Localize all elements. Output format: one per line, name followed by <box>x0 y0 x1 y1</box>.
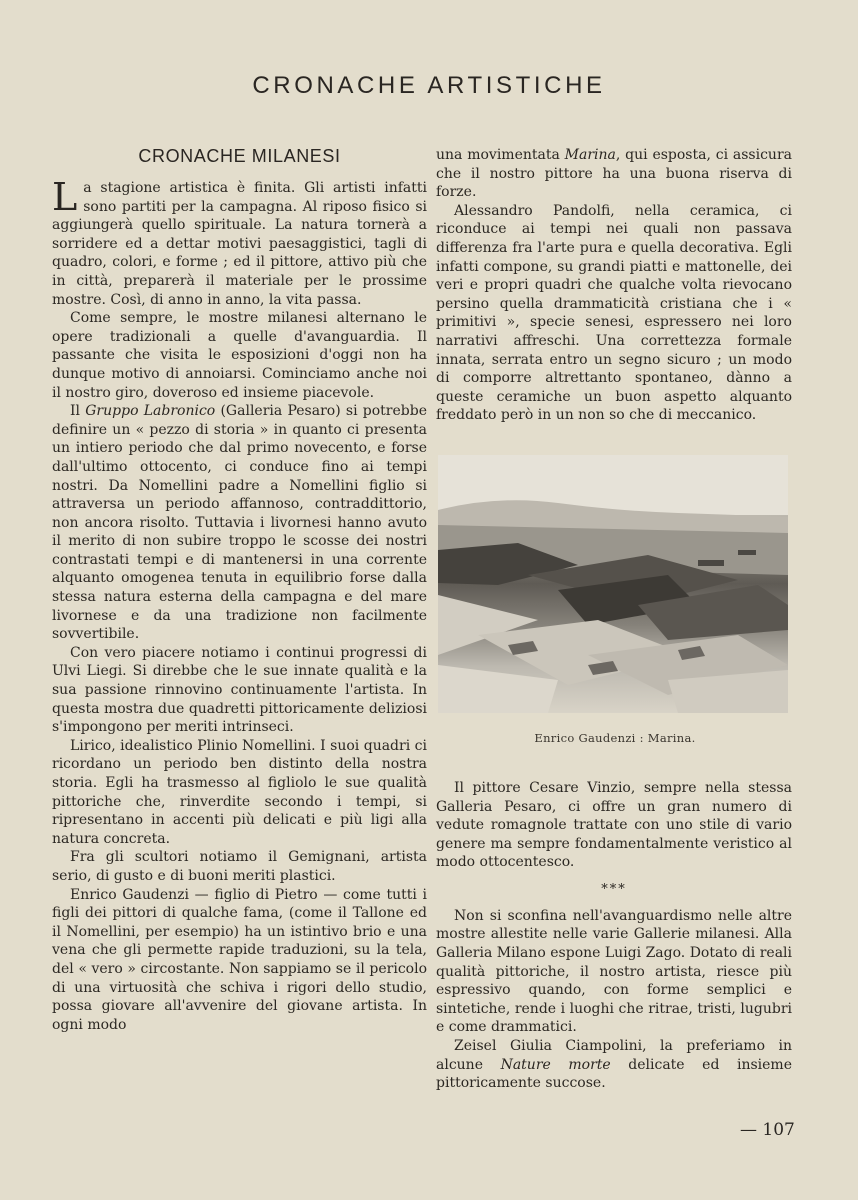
photo-caption: Enrico Gaudenzi : Marina. <box>534 730 696 745</box>
paragraph-pandolfi: Alessandro Pandolfi, nella ceramica, ci riconduce ai tempi nei quali non passava differenza fra l'arte pura e quella decorativa. Egli infatti compone, su grandi piatti e mattonelle, dei veri e propri quadri che qualche volta rievocano persino quella drammaticità cristiana che i « primitivi », specie senesi, espressero nei loro narrativi affreschi. Una correttezza formale innata, serrata entro un segno sicuro ; un modo di comporre altrettanto spontaneo, dànno a queste ceramiche un buon aspetto alquanto freddato però in un non so che di meccanico. <box>436 202 792 424</box>
text-run: una movimentata <box>436 147 565 163</box>
figure <box>438 455 792 745</box>
right-column-lower <box>436 779 792 1093</box>
paragraph-gemignani: Fra gli scultori notiamo il Gemignani, artista serio, di gusto e di buoni meriti plastici. <box>52 849 427 884</box>
paragraph-marina <box>436 146 792 202</box>
paragraph-intro <box>52 175 427 309</box>
text-run: Zeisel Giulia Ciampolini, la preferiamo in alcune <box>436 1038 792 1073</box>
text-run: , qui esposta, ci assicura che il nostro pittore ha una buona riserva di forze. <box>436 147 792 201</box>
paragraph-enrico-gaudenzi: Enrico Gaudenzi — figlio di Pietro — come tutti i figli dei pittori di qualche fama, (come il Tallone ed il Nomellini, per esempio) ha un istintivo brio e una vena che gli permette rapide traduzioni, su la tela, del « vero » circostante. Non sappiamo se il pericolo di una virtuosità che schiva i rigori dello studio, possa giovare all'avvenire del giovane artista. In ogni modo <box>52 886 427 1033</box>
page-header-title: CRONACHE ARTISTICHE <box>252 72 606 99</box>
painting-photo-marina <box>438 455 788 713</box>
paragraph-vinzio: Il pittore Cesare Vinzio, sempre nella stessa Galleria Pesaro, ci offre un gran numero di vedute romagnole trattate con uno stile di vario genere ma sempre fondamentalmente veristico al modo ottocentesco. <box>436 779 792 871</box>
paragraph-ulvi-liegi: Con vero piacere notiamo i continui progressi di Ulvi Liegi. Si direbbe che le sue innate qualità e la sua passione rinnovino continuamente l'artista. In questa mostra due quadretti pittoricamente deliziosi s'impongono per meriti intrinseci. <box>52 644 427 736</box>
paragraph-ciampolini <box>436 1037 792 1093</box>
paragraph-mostre: Come sempre, le mostre milanesi alternano le opere tradizionali a quelle d'avanguardia. Il passante che visita le esposizioni d'oggi non ha dunque motivo di annoiarsi. Cominciamo anche noi il nostro giro, doveroso ed insieme piacevole. <box>52 310 427 401</box>
text-run: Il <box>70 403 86 420</box>
harbor-scene-illustration <box>438 455 788 713</box>
right-column <box>436 146 792 1093</box>
section-separator: *** <box>601 881 627 897</box>
paragraph-plinio-nomellini: Lirico, idealistico Plinio Nomellini. I suoi quadri ci ricordano un periodo ben distinto della nostra storia. Egli ha trasmesso al figliolo le sue qualità pittoriche che, rinverdite secondo i tempi, si ripresentano in accenti più delicati e più ligi alla natura concreta. <box>52 737 427 847</box>
text-run: (Galleria Pesaro) si potrebbe definire un « pezzo di storia » in quanto ci presenta un intiero periodo che dal primo novecento, e forse dall'ultimo ottocento, ci conduce fino ai tempi nostri. Da Nomellini padre a Nomellini figlio si attraversa un periodo affannoso, contraddittorio, non ancora risolto. Tuttavia i livornesi hanno avuto il merito di non subire troppo le scosse dei nostri contrastati tempi e di mantenersi in una corrente alquanto omogenea tenuta in equilibrio forse dalla stessa natura esterna della campagna e del mare livornese e da una tradizione non facilmente sovvertibile. <box>52 403 427 643</box>
italic-title: Gruppo Labronico <box>85 403 216 420</box>
section-title: CRONACHE MILANESI <box>138 146 341 166</box>
text-run: delicate ed insieme pittoricamente succose. <box>436 1056 792 1092</box>
italic-title: Marina <box>564 147 616 163</box>
paragraph-intro-text: a stagione artistica è finita. Gli artisti infatti sono partiti per la campagna. Al riposo fisico si aggiungerà quello spirituale. La natura tornerà a sorridere ed a dettar motivi paesaggistici, tagli di quadro, colori, e forme ; ed il pittore, attivo più che in città, preparerà il materiale per le prossime mostre. Così, di anno in anno, la vita passa. <box>52 180 427 308</box>
drop-cap: L <box>52 175 78 219</box>
paragraph-gruppo-labronico <box>52 402 427 644</box>
italic-title: Nature morte <box>500 1056 611 1073</box>
left-column <box>52 146 427 1034</box>
paragraph-zago: Non si sconfina nell'avanguardismo nelle altre mostre allestite nelle varie Gallerie milanesi. Alla Galleria Milano espone Luigi Zago. Dotato di reali qualità pittoriche, il nostro artista, riesce più espressivo quando, con forme semplici e sintetiche, rende i luoghi che ritrae, tristi, lugubri e come drammatici. <box>436 907 792 1036</box>
page-number: — 107 <box>740 1120 795 1140</box>
